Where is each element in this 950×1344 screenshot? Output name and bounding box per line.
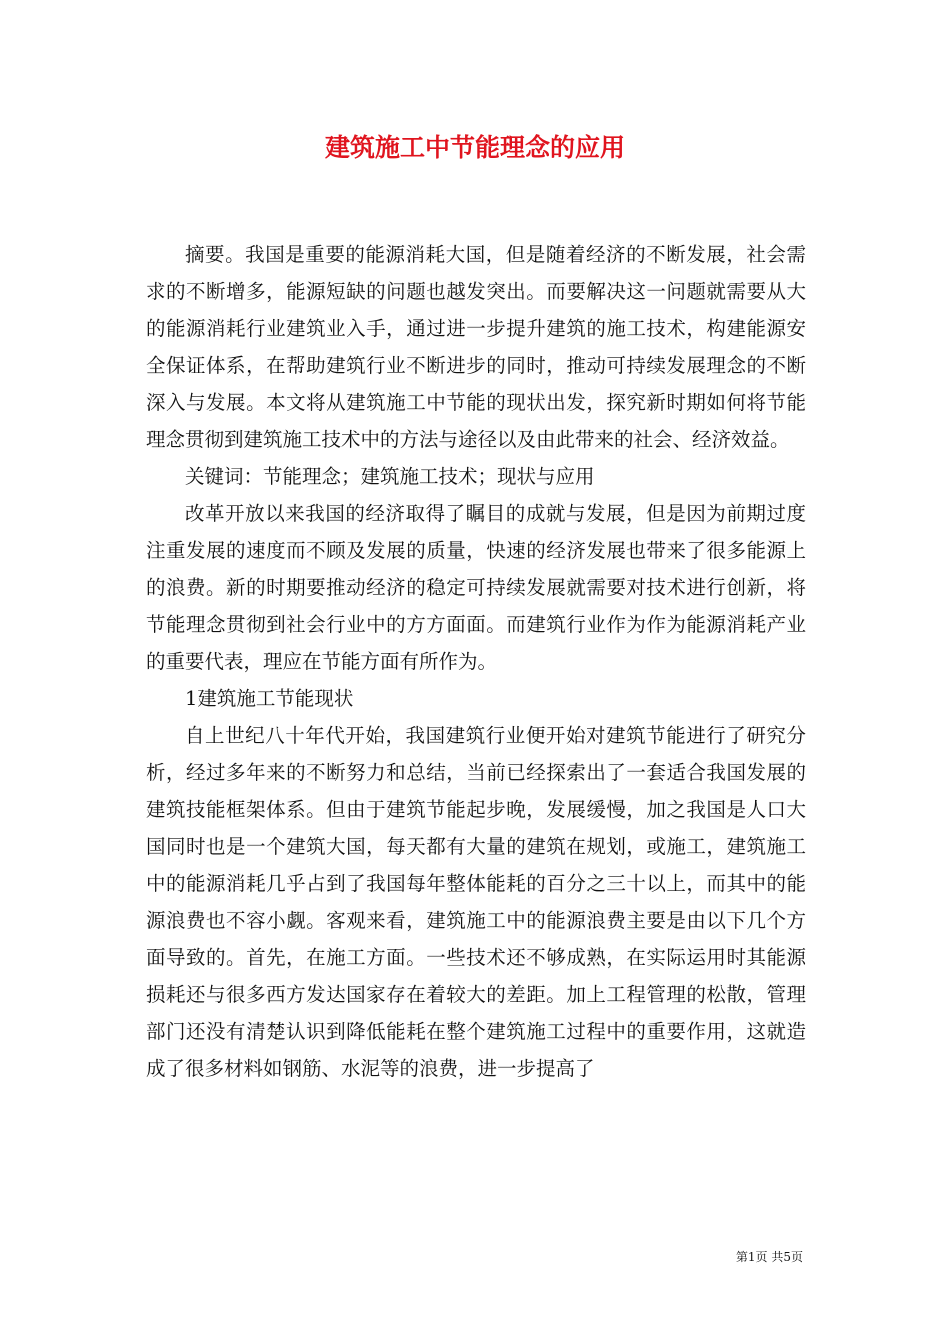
section-body-paragraph: 自上世纪八十年代开始，我国建筑行业便开始对建筑节能进行了研究分析，经过多年来的不断努力和总结，当前已经探索出了一套适合我国发展的建筑技能框架体系。但由于建筑节能起步晚，发展缓慢，加之我国是人口大国同时也是一个建筑大国，每天都有大量的建筑在规划，或施工，建筑施工中的能源消耗几乎占到了我国每年整体能耗的百分之三十以上，而其中的能源浪费也不容小觑。客观来看，建筑施工中的能源浪费主要是由以下几个方面导致的。首先，在施工方面。一些技术还不够成熟，在实际运用时其能源损耗还与很多西方发达国家存在着较大的差距。加上工程管理的松散，管理部门还没有清楚认识到降低能耗在整个建筑施工过程中的重要作用，这就造成了很多材料如钢筋、水泥等的浪费，进一步提高了 [146,724,806,1080]
abstract-paragraph: 摘要。我国是重要的能源消耗大国，但是随着经济的不断发展，社会需求的不断增多，能源短缺的问题也越发突出。而要解决这一问题就需要从大的能源消耗行业建筑业入手，通过进一步提升建筑的施工技术，构建能源安全保证体系，在帮助建筑行业不断进步的同时，推动可持续发展理念的不断深入与发展。本文将从建筑施工中节能的现状出发，探究新时期如何将节能理念贯彻到建筑施工技术中的方法与途径以及由此带来的社会、经济效益。 [146,243,806,451]
document-body [146,236,806,1087]
keywords-paragraph: 关键词：节能理念；建筑施工技术；现状与应用 [185,465,595,488]
page-number: 第1页 共5页 [735,1250,803,1264]
intro-paragraph: 改革开放以来我国的经济取得了瞩目的成就与发展，但是因为前期过度注重发展的速度而不顾及发展的质量，快速的经济发展也带来了很多能源上的浪费。新的时期要推动经济的稳定可持续发展就需要对技术进行创新，将节能理念贯彻到社会行业中的方方面面。而建筑行业作为作为能源消耗产业的重要代表，理应在节能方面有所作为。 [146,502,806,673]
document-title: 建筑施工中节能理念的应用 [324,133,625,162]
section-heading: 1建筑施工节能现状 [185,687,354,710]
